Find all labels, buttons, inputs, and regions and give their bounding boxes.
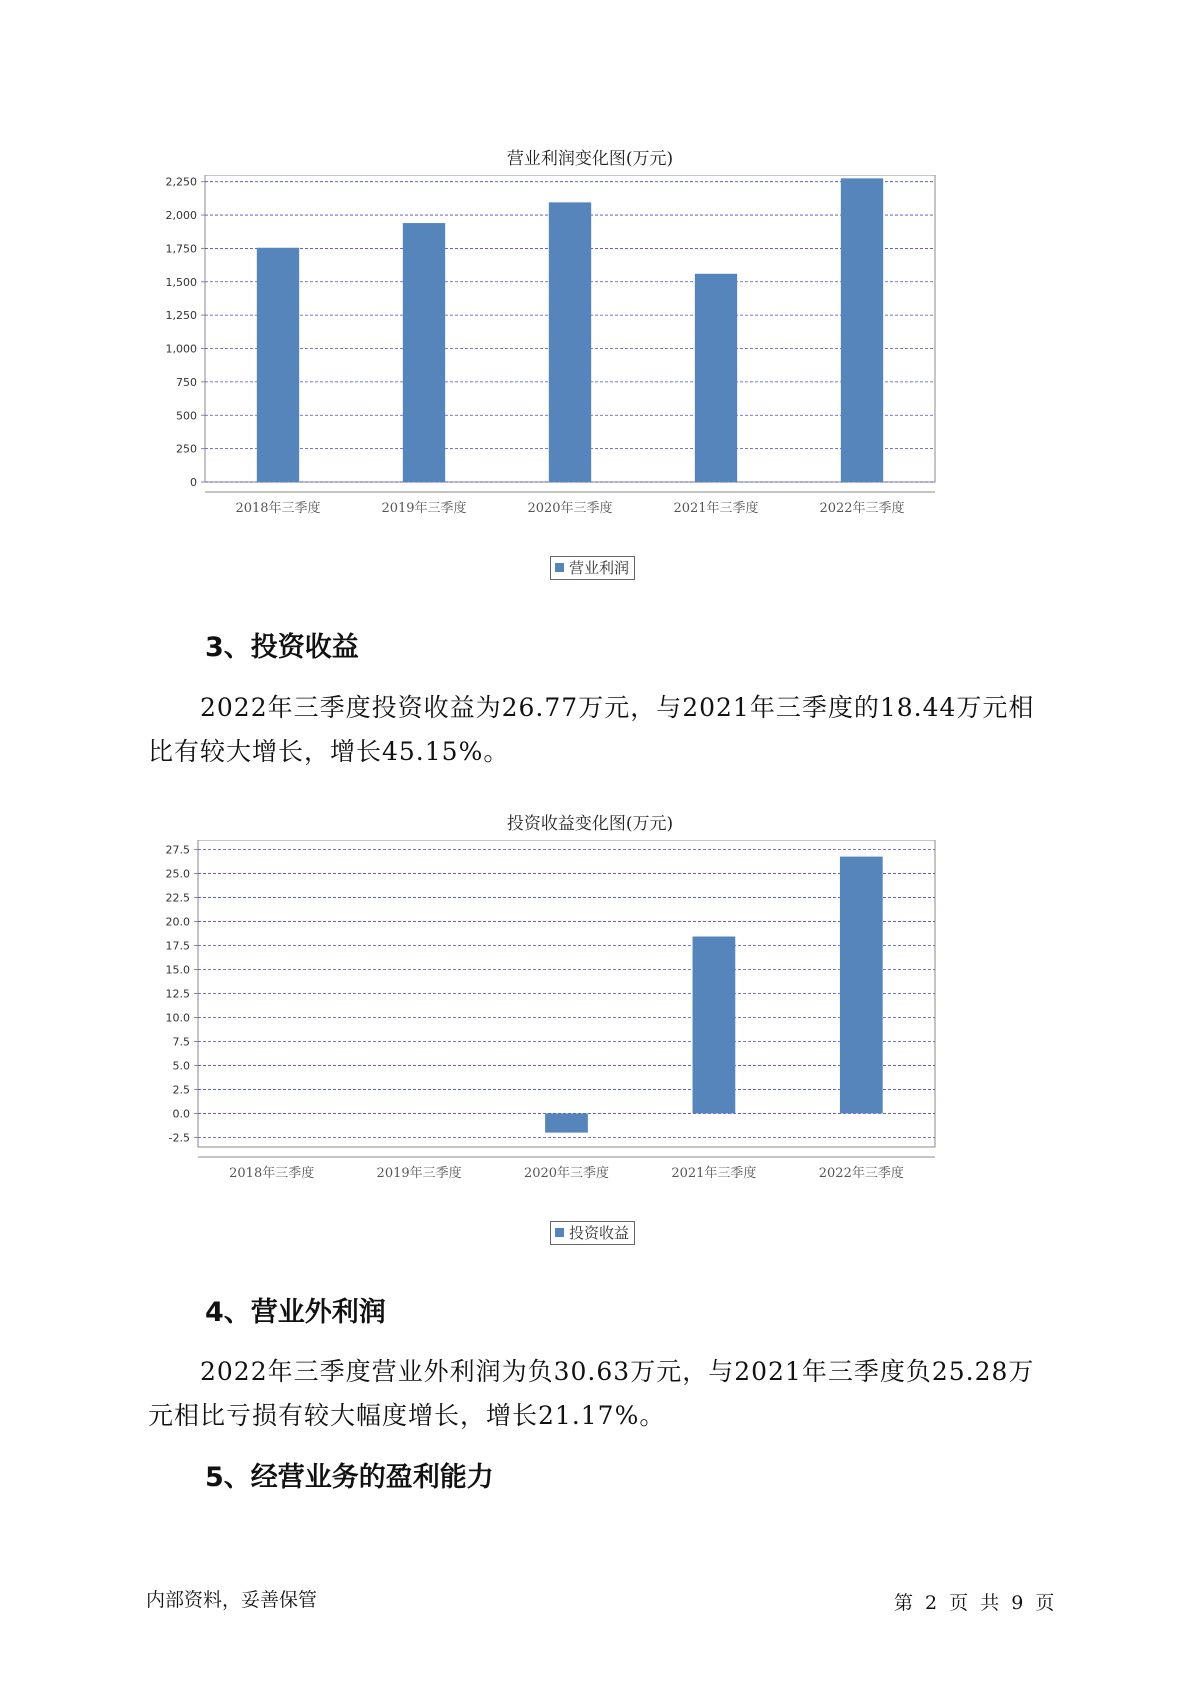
y-tick-label: 2,250 [165, 175, 197, 189]
y-tick-label: 25.0 [165, 867, 190, 881]
bar [549, 202, 591, 482]
chart-legend [550, 1221, 635, 1245]
y-tick-label: 27.5 [165, 843, 190, 857]
chart-title: 投资收益变化图(万元) [506, 814, 674, 834]
y-tick-label: 2,000 [165, 209, 197, 223]
bar [257, 248, 299, 482]
y-tick-label: 2.5 [172, 1083, 190, 1097]
bar [545, 1113, 588, 1132]
y-tick-label: -2.5 [168, 1131, 190, 1145]
y-tick-label: 10.0 [165, 1011, 190, 1025]
y-tick-label: 22.5 [165, 891, 190, 905]
y-tick-label: 15.0 [165, 963, 190, 977]
y-tick-label: 1,500 [165, 275, 197, 289]
y-tick-label: 250 [176, 442, 197, 456]
x-tick-label: 2020年三季度 [523, 1166, 610, 1181]
section-heading: 5、经营业务的盈利能力 [205, 1462, 494, 1493]
bar [403, 223, 445, 482]
y-tick-label: 1,000 [165, 342, 197, 356]
x-tick-label: 2018年三季度 [229, 1166, 315, 1181]
y-tick-label: 750 [176, 375, 197, 389]
y-tick-label: 17.5 [165, 939, 190, 953]
y-tick-label: 12.5 [165, 987, 190, 1001]
x-tick-label: 2020年三季度 [527, 501, 613, 516]
legend-swatch [555, 1228, 564, 1237]
chart-title: 营业利润变化图(万元) [506, 149, 674, 169]
bar [840, 857, 883, 1114]
legend-label: 营业利润 [569, 559, 630, 577]
y-tick-label: 7.5 [172, 1035, 190, 1049]
x-tick-label: 2018年三季度 [235, 501, 321, 516]
chart-svg [150, 840, 1030, 1240]
bar [695, 274, 737, 482]
paragraph: 2022年三季度营业外利润为负30.63万元，与2021年三季度负25.28万元相比亏损有较大幅度增长，增长21.17%。 [148, 1357, 1035, 1430]
legend-label: 投资收益 [569, 1224, 630, 1242]
y-tick-label: 0.0 [172, 1107, 190, 1121]
paragraph: 2022年三季度投资收益为26.77万元，与2021年三季度的18.44万元相比有较大增长，增长45.15%。 [148, 693, 1035, 766]
legend-swatch [555, 563, 564, 572]
chart-legend [550, 556, 635, 580]
bar [693, 937, 736, 1114]
x-tick-label: 2022年三季度 [819, 501, 905, 516]
footer-confidential-note: 内部资料，妥善保管 [146, 1589, 318, 1611]
chart-svg [150, 175, 1030, 575]
x-tick-label: 2022年三季度 [818, 1166, 904, 1181]
page-number: 第 2 页 共 9 页 [894, 1592, 1055, 1614]
y-tick-label: 5.0 [172, 1059, 190, 1073]
x-tick-label: 2021年三季度 [671, 1166, 757, 1181]
y-tick-label: 0 [190, 476, 197, 489]
y-tick-label: 500 [176, 409, 197, 423]
y-tick-label: 20.0 [165, 915, 190, 929]
section-heading: 4、营业外利润 [205, 1297, 386, 1328]
y-tick-label: 1,250 [165, 309, 197, 323]
x-tick-label: 2019年三季度 [376, 1166, 462, 1181]
bar [841, 178, 883, 482]
investment-income-chart [150, 805, 1030, 1265]
x-tick-label: 2021年三季度 [673, 501, 759, 516]
x-tick-label: 2019年三季度 [381, 501, 467, 516]
y-tick-label: 1,750 [165, 242, 197, 256]
section-heading: 3、投资收益 [205, 632, 359, 663]
operating-profit-chart [150, 140, 1030, 600]
